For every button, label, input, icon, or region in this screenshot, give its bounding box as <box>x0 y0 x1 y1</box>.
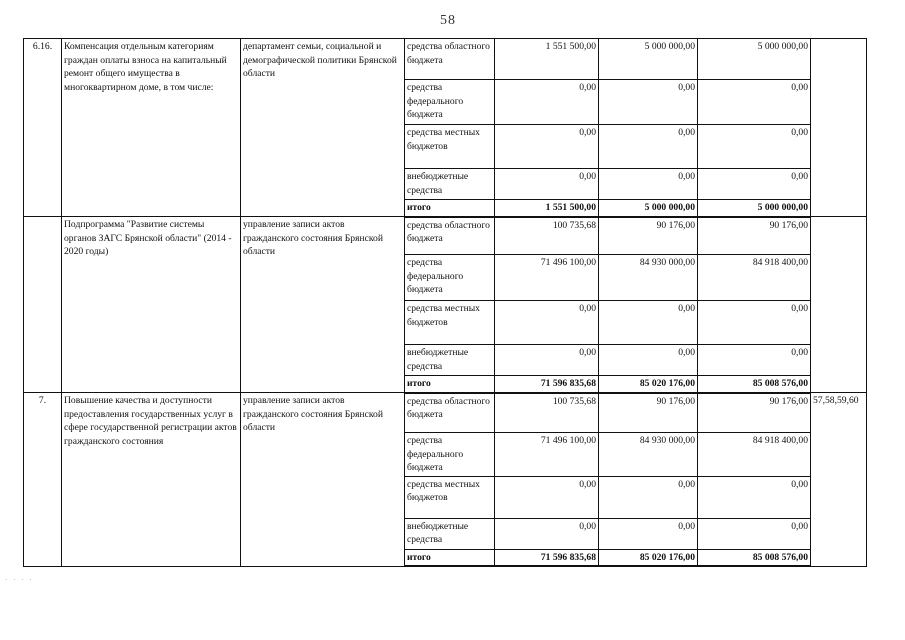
amount-year-2: 90 176,00 <box>599 217 698 255</box>
amount-year-1: 71 596 835,68 <box>495 376 599 393</box>
item-number <box>24 217 62 393</box>
funding-source: средства местных бюджетов <box>405 301 495 345</box>
amount-year-2: 0,00 <box>599 476 698 518</box>
table-row <box>24 39 867 80</box>
item-title: Повышение качества и доступности предоставления государственных услуг в сфере государственной регистрации актов гражданского состояния <box>62 393 241 567</box>
funding-source: средства федерального бюджета <box>405 255 495 301</box>
amount-year-2: 90 176,00 <box>599 393 698 433</box>
amount-year-2: 5 000 000,00 <box>599 200 698 217</box>
amount-year-3: 0,00 <box>698 169 811 200</box>
amount-year-3: 0,00 <box>698 476 811 518</box>
item-executor: управление записи актов гражданского состояния Брянской области <box>241 217 405 393</box>
item-title: Подпрограмма "Развитие системы органов ЗАГС Брянской области" (2014 - 2020 годы) <box>62 217 241 393</box>
funding-source: средства областного бюджета <box>405 217 495 255</box>
amount-year-3: 84 918 400,00 <box>698 255 811 301</box>
amount-year-1: 1 551 500,00 <box>495 39 599 80</box>
amount-year-2: 84 930 000,00 <box>599 433 698 477</box>
funding-source: итого <box>405 200 495 217</box>
amount-year-3: 84 918 400,00 <box>698 433 811 477</box>
amount-year-2: 0,00 <box>599 345 698 376</box>
funding-source: внебюджетные средства <box>405 169 495 200</box>
table-row <box>24 393 867 433</box>
amount-year-1: 100 735,68 <box>495 393 599 433</box>
item-executor: управление записи актов гражданского состояния Брянской области <box>241 393 405 567</box>
item-number: 6.16. <box>24 39 62 217</box>
amount-year-1: 71 496 100,00 <box>495 433 599 477</box>
amount-year-2: 5 000 000,00 <box>599 39 698 80</box>
page-number: 58 <box>440 13 456 28</box>
amount-year-1: 0,00 <box>495 301 599 345</box>
amount-year-1: 0,00 <box>495 476 599 518</box>
target-indicators: 57,58,59,60 <box>811 393 867 567</box>
amount-year-2: 0,00 <box>599 80 698 125</box>
amount-year-2: 84 930 000,00 <box>599 255 698 301</box>
amount-year-3: 5 000 000,00 <box>698 39 811 80</box>
funding-source: средства местных бюджетов <box>405 125 495 169</box>
funding-source: итого <box>405 376 495 393</box>
amount-year-1: 1 551 500,00 <box>495 200 599 217</box>
funding-source: средства федерального бюджета <box>405 433 495 477</box>
amount-year-2: 0,00 <box>599 125 698 169</box>
scan-noise: · · · · <box>5 576 34 584</box>
amount-year-3: 0,00 <box>698 345 811 376</box>
funding-source: средства местных бюджетов <box>405 476 495 518</box>
item-number: 7. <box>24 393 62 567</box>
amount-year-3: 85 008 576,00 <box>698 376 811 393</box>
amount-year-3: 0,00 <box>698 80 811 125</box>
item-executor: департамент семьи, социальной и демографической политики Брянской области <box>241 39 405 217</box>
amount-year-3: 90 176,00 <box>698 217 811 255</box>
budget-table <box>23 38 867 567</box>
amount-year-3: 0,00 <box>698 518 811 549</box>
amount-year-2: 0,00 <box>599 518 698 549</box>
amount-year-2: 0,00 <box>599 169 698 200</box>
amount-year-3: 0,00 <box>698 125 811 169</box>
amount-year-1: 71 596 835,68 <box>495 549 599 566</box>
target-indicators <box>811 217 867 393</box>
funding-source: средства федерального бюджета <box>405 80 495 125</box>
funding-source: средства областного бюджета <box>405 393 495 433</box>
amount-year-1: 0,00 <box>495 169 599 200</box>
funding-source: внебюджетные средства <box>405 518 495 549</box>
amount-year-3: 90 176,00 <box>698 393 811 433</box>
amount-year-1: 0,00 <box>495 518 599 549</box>
amount-year-3: 0,00 <box>698 301 811 345</box>
amount-year-3: 85 008 576,00 <box>698 549 811 566</box>
table-row <box>24 217 867 255</box>
funding-source: средства областного бюджета <box>405 39 495 80</box>
amount-year-1: 0,00 <box>495 345 599 376</box>
item-title: Компенсация отдельным категориям граждан оплаты взноса на капитальный ремонт общего имущества в многоквартирном доме, в том числе: <box>62 39 241 217</box>
funding-source: внебюджетные средства <box>405 345 495 376</box>
amount-year-2: 85 020 176,00 <box>599 376 698 393</box>
amount-year-1: 100 735,68 <box>495 217 599 255</box>
amount-year-3: 5 000 000,00 <box>698 200 811 217</box>
amount-year-1: 71 496 100,00 <box>495 255 599 301</box>
amount-year-1: 0,00 <box>495 80 599 125</box>
amount-year-2: 85 020 176,00 <box>599 549 698 566</box>
target-indicators <box>811 39 867 217</box>
amount-year-1: 0,00 <box>495 125 599 169</box>
funding-source: итого <box>405 549 495 566</box>
amount-year-2: 0,00 <box>599 301 698 345</box>
